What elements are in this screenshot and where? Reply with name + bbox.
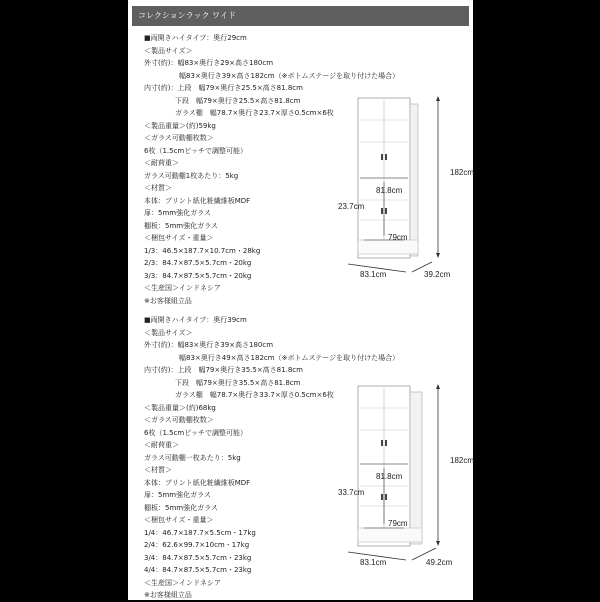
spec-line: ＜梱包サイズ・重量＞ — [144, 234, 214, 242]
height-label: 182cm — [450, 168, 475, 177]
spec-line: 扉：5mm強化ガラス — [144, 209, 211, 217]
spec-line: 棚板：5mm強化ガラス — [144, 503, 218, 512]
spec-line: ガラス棚 幅78.7×奥行き23.7×厚さ0.5cm×6枚 — [175, 109, 334, 117]
cabinet-drawing — [340, 90, 470, 290]
inner-height-label: 81.8cm — [376, 472, 403, 481]
spec-line: 4/4：84.7×87.5×5.7cm・23kg — [144, 566, 252, 574]
spec-line: 本体：プリント紙化粧繊維板MDF — [144, 478, 251, 487]
depth-label: 39.2cm — [424, 270, 451, 279]
width-label: 83.1cm — [360, 270, 387, 279]
spec-line: 2/3：84.7×87.5×5.7cm・20kg — [144, 259, 252, 267]
spec-line: ＜製品重量＞(約)68kg — [144, 403, 216, 412]
spec-line: 3/4：84.7×87.5×5.7cm・23kg — [144, 553, 252, 562]
spec-line: 6枚（1.5cmピッチで調整可能） — [144, 428, 247, 437]
spec-line: ＜梱包サイズ・重量＞ — [144, 516, 214, 524]
spec-line: ※お客様組立品 — [144, 591, 192, 599]
spec-line: ＜耐荷重＞ — [144, 159, 179, 167]
spec-line: ＜製品サイズ＞ — [144, 46, 193, 55]
spec-line: 外寸(約)：幅83×奥行き39×高さ180cm — [144, 341, 274, 349]
spec-line: 下段 幅79×奥行き25.5×高さ81.8cm — [175, 96, 301, 105]
spec-line: ＜ガラス可動棚枚数＞ — [144, 134, 214, 142]
spec-line: ＜製品重量＞(約)59kg — [144, 121, 216, 130]
spec-line: 1/3：46.5×187.7×10.7cm・28kg — [144, 246, 261, 255]
spec-line: ＜材質＞ — [144, 466, 172, 474]
spec-line: 棚板：5mm強化ガラス — [144, 221, 218, 230]
spec-line: 扉：5mm強化ガラス — [144, 491, 211, 499]
inner-width-label: 79cm — [388, 519, 408, 528]
inner-depth-label: 23.7cm — [338, 202, 365, 211]
spec-line: 下段 幅79×奥行き35.5×高さ81.8cm — [175, 378, 301, 387]
spec-line: ＜ガラス可動棚枚数＞ — [144, 416, 214, 424]
spec-line: ■両開きハイタイプ：奥行39cm — [144, 316, 247, 324]
spec-line: ■両開きハイタイプ：奥行29cm — [144, 34, 247, 42]
width-label: 83.1cm — [360, 558, 387, 567]
spec-line: ＜耐荷重＞ — [144, 441, 179, 449]
depth-label: 49.2cm — [426, 558, 453, 567]
height-label: 182cm — [450, 456, 475, 465]
spec-page — [128, 0, 473, 600]
spec-line: 2/4：62.6×99.7×10cm・17kg — [144, 541, 250, 549]
spec-line: 3/3：84.7×87.5×5.7cm・20kg — [144, 271, 252, 280]
spec-line: 内寸(約)：上段 幅79×奥行き25.5×高さ81.8cm — [144, 84, 303, 92]
spec-line: ガラス棚 幅78.7×奥行き33.7×厚さ0.5cm×6枚 — [175, 391, 334, 399]
inner-height-label: 81.8cm — [376, 186, 403, 195]
spec-line: ＜材質＞ — [144, 184, 172, 192]
spec-line: ＜生産国＞インドネシア — [144, 284, 221, 292]
spec-line: 本体：プリント紙化粧繊維板MDF — [144, 196, 251, 205]
spec-line: ＜製品サイズ＞ — [144, 328, 193, 337]
spec-line: 1/4：46.7×187.7×5.5cm・17kg — [144, 528, 256, 537]
spec-line: 内寸(約)：上段 幅79×奥行き35.5×高さ81.8cm — [144, 366, 303, 374]
spec-line: ※お客様組立品 — [144, 296, 192, 305]
spec-line: ガラス可動棚1枚あたり：5kg — [144, 171, 239, 180]
product2-diagram — [338, 378, 475, 578]
inner-width-label: 79cm — [388, 233, 408, 242]
spec-line: 6枚（1.5cmピッチで調整可能） — [144, 146, 247, 155]
spec-line: 幅83×奥行き39×高さ182cm（※ボトムステージを取り付けた場合） — [179, 71, 400, 80]
spec-line: ガラス可動棚一枚あたり：5kg — [144, 453, 241, 462]
page-title: コレクションラック ワイド — [132, 6, 469, 26]
product1-diagram — [338, 90, 475, 290]
spec-line: 幅83×奥行き49×高さ182cm（※ボトムステージを取り付けた場合） — [179, 353, 400, 362]
inner-depth-label: 33.7cm — [338, 488, 365, 497]
spec-line: ＜生産国＞インドネシア — [144, 578, 221, 587]
cabinet-drawing — [340, 378, 470, 578]
spec-line: 外寸(約)：幅83×奥行き29×高さ180cm — [144, 59, 274, 67]
